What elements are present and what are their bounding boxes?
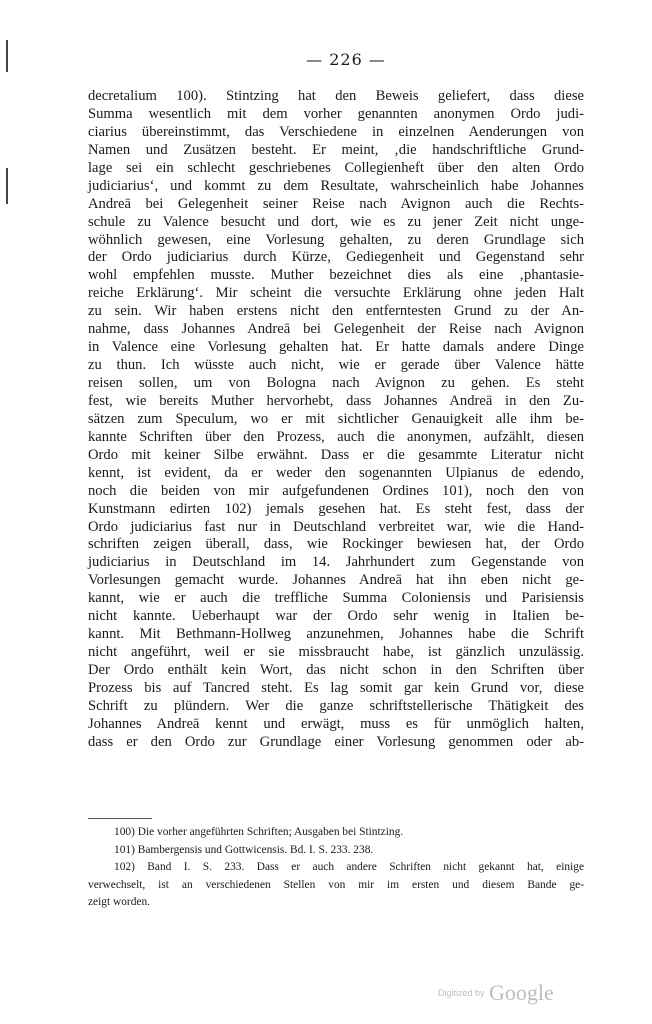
text-line: in Valence eine Vorlesung gehalten hat. Er hatte damals andere Dinge (88, 339, 584, 356)
footnote-line: 101) Bambergensis und Gottwicensis. Bd. I. S. 233. 238. (114, 843, 374, 856)
text-line: Ordo mit keiner Silbe erwähnt. Dass er die gesammte Literatur nicht (88, 446, 584, 463)
page-number: — 226 — (306, 50, 386, 69)
text-line: ciarius übereinstimmt, das Verschiedene in einzelnen Aenderungen von (88, 123, 584, 140)
text-line: schriften zeigen überall, dass, wie Rockinger bewiesen hat, der Ordo (88, 536, 584, 553)
text-line: schule zu Valence besucht und dort, wie es zu jener Zeit nicht unge- (88, 213, 584, 230)
text-line: kannt, wie er auch die treffliche Summa Coloniensis und Parisiensis (88, 590, 584, 607)
text-line: Johannes Andreā kennt und erwägt, muss es für unmöglich halten, (88, 715, 584, 732)
text-line: nahme, dass Johannes Andreā bei Gelegenheit der Reise nach Avignon (88, 321, 584, 338)
text-line: kannte Schriften über den Prozess, auch die anonymen, aufzählt, diesen (88, 428, 584, 445)
text-line: Kunstmann edirten 102) jemals gesehen hat. Es steht fest, dass der (88, 500, 584, 517)
watermark-prefix: Digitized by (438, 988, 485, 998)
footnote-rule (88, 818, 152, 819)
text-line: zu thun. Ich wüsste auch nicht, wie er gerade über Valence hätte (88, 357, 584, 374)
page-edge-mark (6, 168, 8, 204)
footnote-line: verwechselt, ist an verschiedenen Stellen von mir im ersten und diesem Bande ge- (88, 878, 584, 891)
text-line: judiciarius‘, und kommt zu dem Resultate, wahrscheinlich habe Johannes (88, 177, 584, 194)
text-line: Schrift zu plündern. Wer die ganze schriftstellerische Thätigkeit des (88, 697, 584, 714)
page-edge-mark (6, 40, 8, 72)
watermark-brand: Google (488, 980, 554, 1005)
text-line: Namen und Zusätzen besteht. Er meint, ‚die handschriftliche Grund- (88, 141, 584, 158)
text-line: nicht angeführt, weil er sie missbraucht habe, ist gänzlich unzulässig. (88, 644, 584, 661)
footnote-line: 100) Die vorher angeführten Schriften; Ausgaben bei Stintzing. (114, 826, 404, 838)
text-line: der Ordo judiciarius durch Kürze, Gediegenheit und Gegenstand sehr (88, 249, 584, 266)
footnotes (88, 824, 584, 912)
text-line: sätzen zum Speculum, wo er mit sichtlicher Genauigkeit alle ihm be- (88, 410, 584, 427)
text-line: Der Ordo enthält kein Wort, das nicht schon in den Schriften über (88, 662, 584, 678)
text-line: lage sei ein schlecht geschriebenes Collegienheft über den alten Ordo (88, 159, 584, 176)
digitized-watermark (438, 980, 554, 1006)
text-line: Prozess bis auf Tancred steht. Es lag somit gar kein Grund vor, diese (88, 679, 584, 696)
text-line: Summa wesentlich mit dem vorher genannten anonymen Ordo judi- (88, 105, 584, 122)
footnote-line: zeigt worden. (88, 896, 150, 908)
text-line: reisen sollen, um von Bologna nach Avignon zu gehen. Es steht (88, 375, 584, 391)
footnote-line: 102) Band I. S. 233. Dass er auch andere Schriften nicht gekannt hat, einige (114, 861, 584, 873)
text-line: nicht kannte. Ueberhaupt war der Ordo sehr wenig in Italien be- (88, 608, 584, 625)
text-line: Ordo judiciarius fast nur in Deutschland verbreitet war, wie die Hand- (88, 518, 584, 535)
text-line: noch die beiden von mir aufgefundenen Ordines 101), noch den von (88, 482, 584, 499)
text-line: judiciarius in Deutschland im 14. Jahrhundert zum Gegenstande von (88, 554, 584, 571)
text-line: wohl empfehlen musste. Muther bezeichnet dies als eine ‚phantasie- (88, 267, 584, 284)
text-line: dass er den Ordo zur Grundlage einer Vorlesung genommen oder ab- (88, 733, 584, 750)
text-line: zu sein. Wir haben erstens nicht den entferntesten Grund zu der An- (88, 303, 584, 320)
text-line: kennt, ist evident, da er weder den sogenannten Ulpianus de edendo, (88, 464, 584, 481)
text-line: reiche Erklärung‘. Mir scheint die versuchte Erklärung ohne jeden Halt (88, 285, 584, 302)
text-line: decretalium 100). Stintzing hat den Beweis geliefert, dass diese (88, 88, 584, 104)
text-line: Andreā bei Gelegenheit seiner Reise nach Avignon auch die Rechts- (88, 195, 584, 212)
text-line: Vorlesungen gemacht wurde. Johannes Andreā hat ihn eben nicht ge- (88, 572, 584, 589)
text-line: fest, wie bereits Muther hervorhebt, dass Johannes Andreā in den Zu- (88, 392, 584, 409)
text-line: kannt. Mit Bethmann-Hollweg anzunehmen, Johannes habe die Schrift (88, 626, 584, 643)
body-text (88, 88, 584, 752)
text-line: wöhnlich gewesen, eine Vorlesung gehalten, zu deren Grundlage sich (88, 231, 584, 248)
